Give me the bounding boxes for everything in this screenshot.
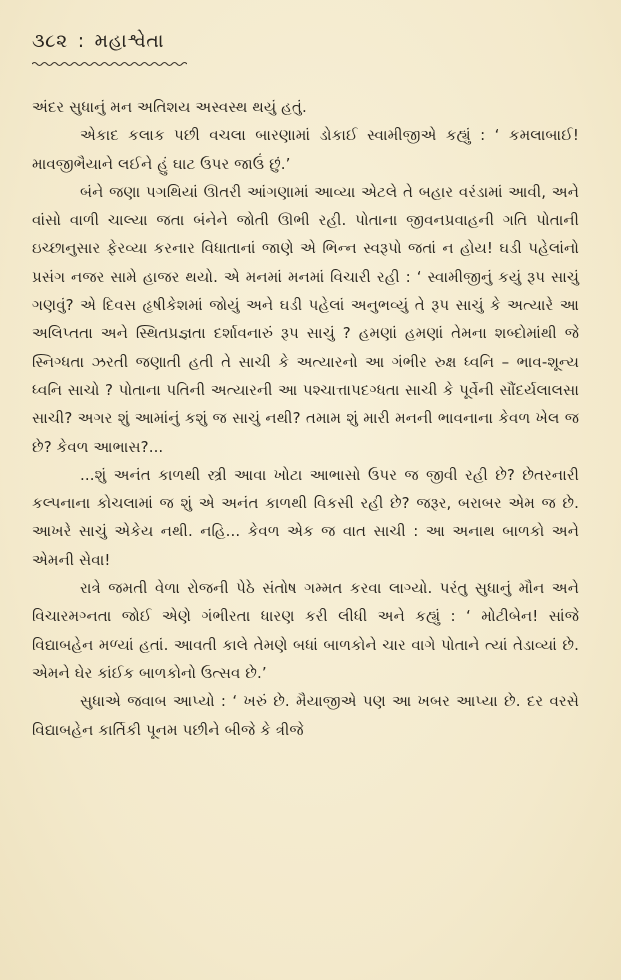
paragraph: અંદર સુધાનું મન અતિશય અસ્વસ્થ થયું હતું. (32, 98, 307, 116)
decorative-wavy-rule (32, 61, 187, 67)
paragraph: સુધાએ જવાબ આપ્યો : ‘ ખરું છે. મૈયાજીએ પણ આ ખબર આપ્યા છે. દર વરસે વિદ્યાબહેન કાર્તિકી પૂનમ પછીને બીજે કે ત્રીજે (32, 692, 579, 739)
paragraph: એકાદ કલાક પછી વચલા બારણામાં ડોકાઈ સ્વામીજીએ કહ્યું : ‘ કમલાબાઈ! માવજીભૈયાને લઈને હું ઘાટ ઉપર જાઉં છું.’ (32, 126, 579, 173)
paragraph: રાત્રે જમતી વેળા રોજની પેઠે સંતોષ ગમ્મત કરવા લાગ્યો. પરંતુ સુધાનું મૌન અને વિચારમગ્નતા જોઈ એણે ગંભીરતા ધારણ કરી લીધી અને કહ્યું : ‘ મોટીબેન! સાંજે વિદ્યાબહેન મળ્યાં હતાં. આવતી કાલે તેમણે બધાં બાળકોને ચાર વાગે પોતાને ત્યાં તેડાવ્યાં છે. એમને ઘેર કાંઈક બાળકોનો ઉત્સવ છે.’ (32, 579, 579, 682)
paragraph: બંને જણા પગથિયાં ઊતરી આંગણામાં આવ્યા એટલે તે બહાર વરંડામાં આવી, અને વાંસો વાળી ચાલ્યા જતા બંનેને જોતી ઊભી રહી. પોતાના જીવનપ્રવાહની ગતિ પોતાની ઇચ્છાનુસાર ફેરવ્યા કરનાર વિધાતાનાં જાણે એ ભિન્ન સ્વરૂપો જતાં ન હોય! ઘડી પહેલાંનો પ્રસંગ નજર સામે હાજર થયો. એ મનમાં મનમાં વિચારી રહી : ‘ સ્વામીજીનું કયું રૂપ સાચું ગણવું? એ દિવસ હૃષીકેશમાં જોયું અને ઘડી પહેલાં અનુભવ્યું તે રૂપ સાચું કે અત્યારે આ અલિપ્તતા અને સ્થિતપ્રજ્ઞતા દર્શાવનારું રૂપ સાચું ? હમણાં હમણાં તેમના શબ્દોમાંથી જે સ્નિગ્ધતા ઝરતી જણાતી હતી તે સાચી કે અત્યારનો આ ગંભીર રુક્ષ ધ્વનિ – ભાવ-શૂન્ય ધ્વનિ સાચો ? પોતાના પતિની અત્યારની આ પશ્ચાત્તાપદગ્ધતા સાચી કે પૂર્વેની સૌંદર્યલાલસા સાચી? અગર શું આમાંનું કશું જ સાચું નથી? તમામ શું મારી મનની ભાવનાના કેવળ ખેલ જ છે? કેવળ આભાસ?... (32, 182, 579, 456)
running-head (32, 30, 579, 52)
book-title: મહાશ્વેતા (94, 30, 165, 52)
body-text (32, 93, 579, 744)
paragraph: ...શું અનંત કાળથી સ્ત્રી આવા ખોટા આભાસો ઉપર જ જીવી રહી છે? છેતરનારી કલ્પનાના કોચલામાં જ શું એ અનંત કાળથી વિકસી રહી છે? જરૂર, બરાબર એમ જ છે. આખરે સાચું એકેય નથી. નહિ... કેવળ એક જ વાત સાચી : આ અનાથ બાળકો અને એમની સેવા! (32, 465, 579, 569)
page-number: ૩૮૨ (32, 30, 68, 52)
header-separator: : (77, 30, 85, 52)
